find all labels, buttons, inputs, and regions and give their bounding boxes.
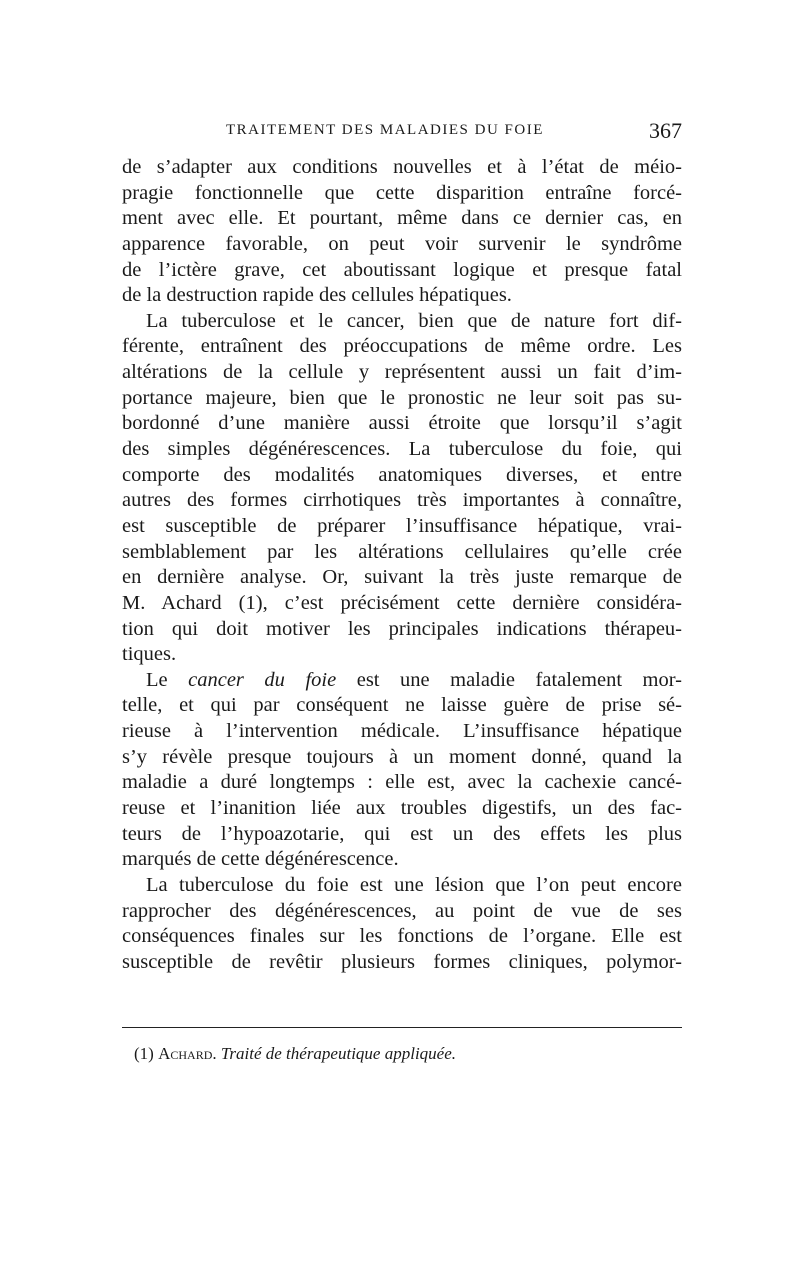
text-line: est susceptible de préparer l’insuffisance hépatique, vrai- <box>122 514 682 537</box>
text-line: tiques. <box>122 643 177 666</box>
text-line: telle, et qui par conséquent ne laisse guère de prise sé- <box>122 694 682 717</box>
text-line: M. Achard (1), c’est précisément cette dernière considéra- <box>122 591 682 614</box>
text-line: comporte des modalités anatomiques diverses, et entre <box>122 463 682 486</box>
footnote-title: Traité de thérapeutique appliquée. <box>220 1044 457 1063</box>
page-number: 367 <box>649 118 682 143</box>
text-line: semblablement par les altérations cellulaires qu’elle crée <box>122 540 682 563</box>
text-line: en dernière analyse. Or, suivant la très juste remarque de <box>122 566 682 589</box>
text-line: La tuberculose et le cancer, bien que de nature fort dif- <box>146 309 682 332</box>
text-line: portance majeure, bien que le pronostic ne leur soit pas su- <box>122 386 682 409</box>
text-line: rapprocher des dégénérescences, au point de vue de ses <box>122 899 682 922</box>
text-line: de s’adapter aux conditions nouvelles et à l’état de méio- <box>122 156 682 178</box>
text-line: La tuberculose du foie est une lésion que l’on peut encore <box>146 873 682 896</box>
running-head <box>122 118 682 148</box>
running-title: TRAITEMENT DES MALADIES DU FOIE <box>226 122 544 138</box>
text-line: férente, entraînent des préoccupations de même ordre. Les <box>122 335 682 358</box>
text-line: de l’ictère grave, cet aboutissant logique et presque fatal <box>122 258 682 281</box>
footnote-separator: . <box>212 1044 221 1063</box>
text-line: marqués de cette dégénérescence. <box>122 848 399 871</box>
text-segment: Le <box>146 668 189 691</box>
text-line: susceptible de revêtir plusieurs formes cliniques, polymor- <box>122 950 682 973</box>
text-line <box>122 668 682 694</box>
text-line: maladie a duré longtemps : elle est, avec la cachexie cancé- <box>122 771 682 794</box>
text-line: s’y révèle presque toujours à un moment donné, quand la <box>122 745 682 768</box>
text-line: bordonné d’une manière aussi étroite que lorsqu’il s’agit <box>122 412 682 435</box>
text-line: rieuse à l’intervention médicale. L’insuffisance hépatique <box>122 720 682 743</box>
text-line: ment avec elle. Et pourtant, même dans ce dernier cas, en <box>122 207 682 230</box>
footnote-author: Achard <box>158 1044 213 1063</box>
footnote-marker: (1) <box>134 1044 159 1063</box>
text-line: apparence favorable, on peut voir survenir le syndrôme <box>122 232 682 255</box>
text-line: de la destruction rapide des cellules hépatiques. <box>122 284 512 307</box>
footnote-rule <box>122 1027 682 1028</box>
text-line: des simples dégénérescences. La tuberculose du foie, qui <box>122 438 682 461</box>
text-line: autres des formes cirrhotiques très importantes à connaître, <box>122 489 682 512</box>
body-text <box>122 155 682 976</box>
text-line: conséquences finales sur les fonctions de l’organe. Elle est <box>122 925 682 948</box>
text-line: altérations de la cellule y représentent aussi un fait d’im- <box>122 361 682 384</box>
text-line: pragie fonctionnelle que cette disparition entraîne forcé- <box>122 181 682 204</box>
text-segment: est une maladie fatalement mor- <box>336 668 682 691</box>
text-line: tion qui doit motiver les principales indications thérapeu- <box>122 617 682 640</box>
text-line: teurs de l’hypoazotarie, qui est un des effets les plus <box>122 822 682 845</box>
text-line: reuse et l’inanition liée aux troubles digestifs, un des fac- <box>122 797 682 820</box>
footnote <box>134 1044 456 1064</box>
italic-term: cancer du foie <box>188 668 337 691</box>
